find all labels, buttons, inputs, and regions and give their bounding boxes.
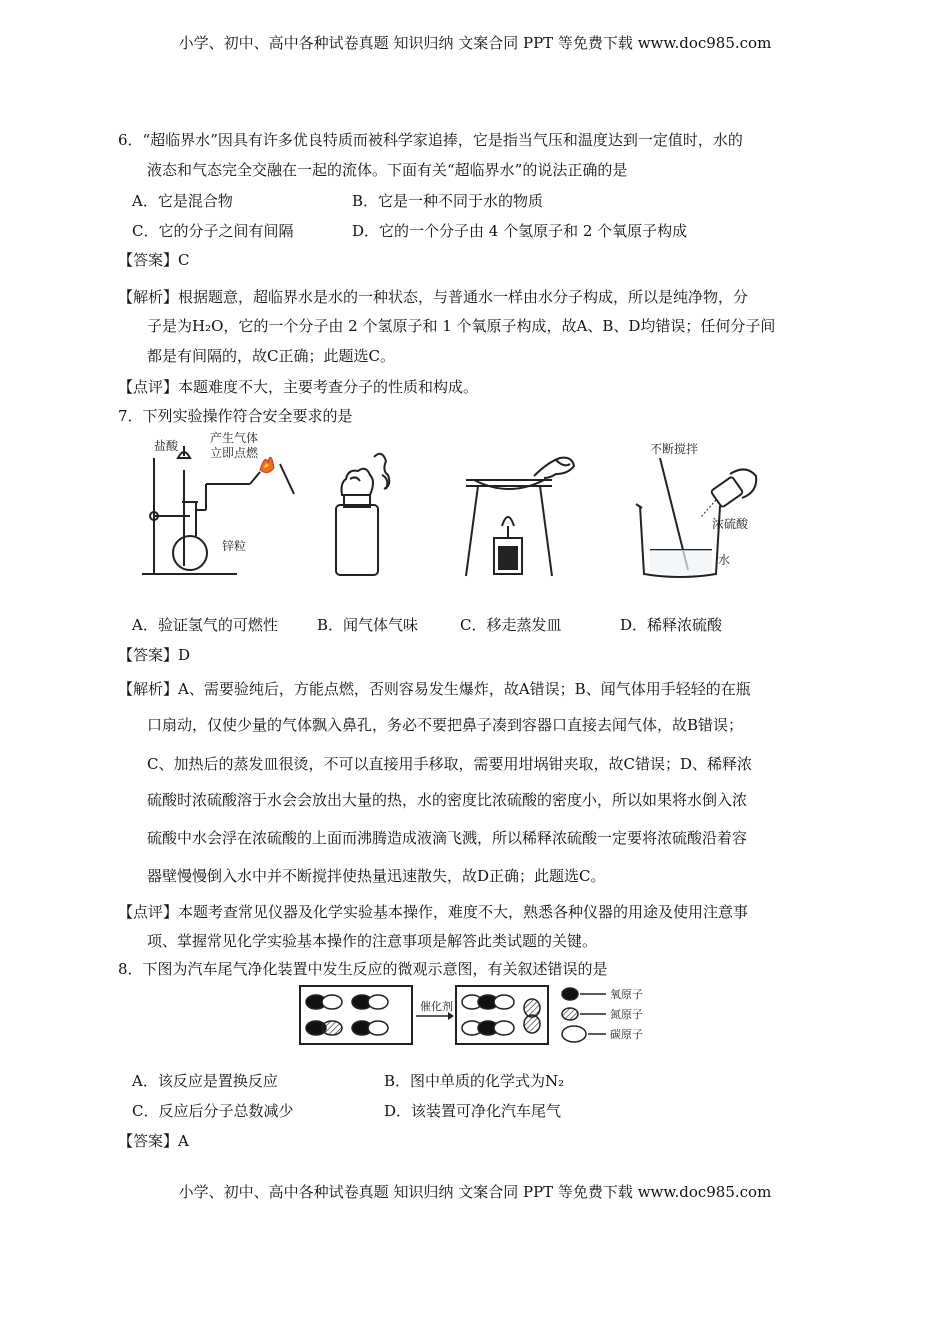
q7-option-d: D．稀释浓硫酸 <box>620 616 723 634</box>
q6-option-b: B．它是一种不同于水的物质 <box>352 192 544 210</box>
legend-carbon-atom: 碳原子 <box>610 1028 643 1041</box>
q7-stem: 7．下列实验操作符合安全要求的是 <box>118 407 353 425</box>
q7-option-c: C．移走蒸发皿 <box>460 616 562 634</box>
q8-answer: 【答案】A <box>118 1132 189 1150</box>
q6-option-c: C．它的分子之间有间隔 <box>132 222 294 240</box>
page-footer: 小学、初中、高中各种试卷真题 知识归纳 文案合同 PPT 等免费下载 www.doc985.com <box>178 1183 772 1201</box>
q7-comment-line2: 项、掌握常见化学实验基本操作的注意事项是解答此类试题的关键。 <box>147 932 598 950</box>
q8-option-c: C．反应后分子总数减少 <box>132 1102 294 1120</box>
legend-nitrogen-atom: 氮原子 <box>610 1008 643 1021</box>
q7-figure-d <box>630 440 770 582</box>
q7-figure-c <box>460 448 580 580</box>
q7-comment-line1: 【点评】本题考查常见仪器及化学实验基本操作，难度不大，熟悉各种仪器的用途及使用注意事 <box>118 903 749 921</box>
q7-option-b: B．闻气体气味 <box>317 616 419 634</box>
q6-answer: 【答案】C <box>118 251 190 269</box>
page-header: 小学、初中、高中各种试卷真题 知识归纳 文案合同 PPT 等免费下载 www.doc985.com <box>178 34 772 52</box>
legend-oxygen-atom: 氧原子 <box>610 988 643 1001</box>
q7-figure-b <box>330 445 405 580</box>
q6-option-d: D．它的一个分子由 4 个氢原子和 2 个氧原子构成 <box>352 222 688 240</box>
label-gas-produced: 产生气体 <box>210 431 259 445</box>
label-hydrochloric-acid: 盐酸 <box>154 439 179 453</box>
q6-stem-line2: 液态和气态完全交融在一起的流体。下面有关“超临界水”的说法正确的是 <box>147 161 628 179</box>
q7-option-a: A．验证氢气的可燃性 <box>132 616 278 634</box>
q6-analysis-line1: 【解析】根据题意，超临界水是水的一种状态，与普通水一样由水分子构成，所以是纯净物，分 <box>118 288 749 306</box>
label-concentrated-sulfuric-acid: 浓硫酸 <box>712 517 749 531</box>
q8-option-a: A．该反应是置换反应 <box>132 1072 278 1090</box>
q7-analysis-line1: 【解析】A、需要验纯后，方能点燃，否则容易发生爆炸，故A错误；B、闻气体用手轻轻的在瓶 <box>118 680 751 698</box>
q8-option-b: B．图中单质的化学式为N₂ <box>384 1072 565 1090</box>
q6-option-a: A．它是混合物 <box>132 192 233 210</box>
q7-figure-a <box>132 428 307 580</box>
q8-catalyst-label: 催化剂 <box>420 1000 453 1013</box>
q6-comment: 【点评】本题难度不大，主要考查分子的性质和构成。 <box>118 378 479 396</box>
q7-analysis-line6: 器壁慢慢倒入水中并不断搅拌使热量迅速散失，故D正确；此题选C。 <box>147 867 606 885</box>
label-zinc-granules: 锌粒 <box>222 539 247 553</box>
label-keep-stirring: 不断搅拌 <box>650 442 699 456</box>
q7-analysis-line4: 硫酸时浓硫酸溶于水会会放出大量的热，水的密度比浓硫酸的密度小，所以如果将水倒入浓 <box>147 791 748 809</box>
q8-option-d: D．该装置可净化汽车尾气 <box>384 1102 562 1120</box>
q7-analysis-line5: 硫酸中水会浮在浓硫酸的上面而沸腾造成液滴飞溅，所以稀释浓硫酸一定要将浓硫酸沿着容 <box>147 829 748 847</box>
q7-answer: 【答案】D <box>118 646 191 664</box>
q7-analysis-line3: C、加热后的蒸发皿很烫，不可以直接用手移取，需要用坩埚钳夹取，故C错误；D、稀释浓 <box>147 755 752 773</box>
q7-analysis-line2: 口扇动，仅使少量的气体飘入鼻孔，务必不要把鼻子凑到容器口直接去闻气体，故B错误； <box>147 716 744 734</box>
q6-analysis-line3: 都是有间隔的，故C正确；此题选C。 <box>147 347 395 365</box>
q6-stem-line1: 6．“超临界水”因具有许多优良特质而被科学家追捧，它是指当气压和温度达到一定值时，水的 <box>118 131 743 149</box>
label-water: 水 <box>718 553 731 567</box>
q8-reaction-diagram <box>296 982 660 1050</box>
q6-analysis-line2: 子是为H₂O，它的一个分子由 2 个氢原子和 1 个氧原子构成，故A、B、D均错误；任何分子间 <box>147 317 776 335</box>
label-ignite-immediately: 立即点燃 <box>210 446 259 460</box>
q8-stem: 8．下图为汽车尾气净化装置中发生反应的微观示意图，有关叙述错误的是 <box>118 960 608 978</box>
